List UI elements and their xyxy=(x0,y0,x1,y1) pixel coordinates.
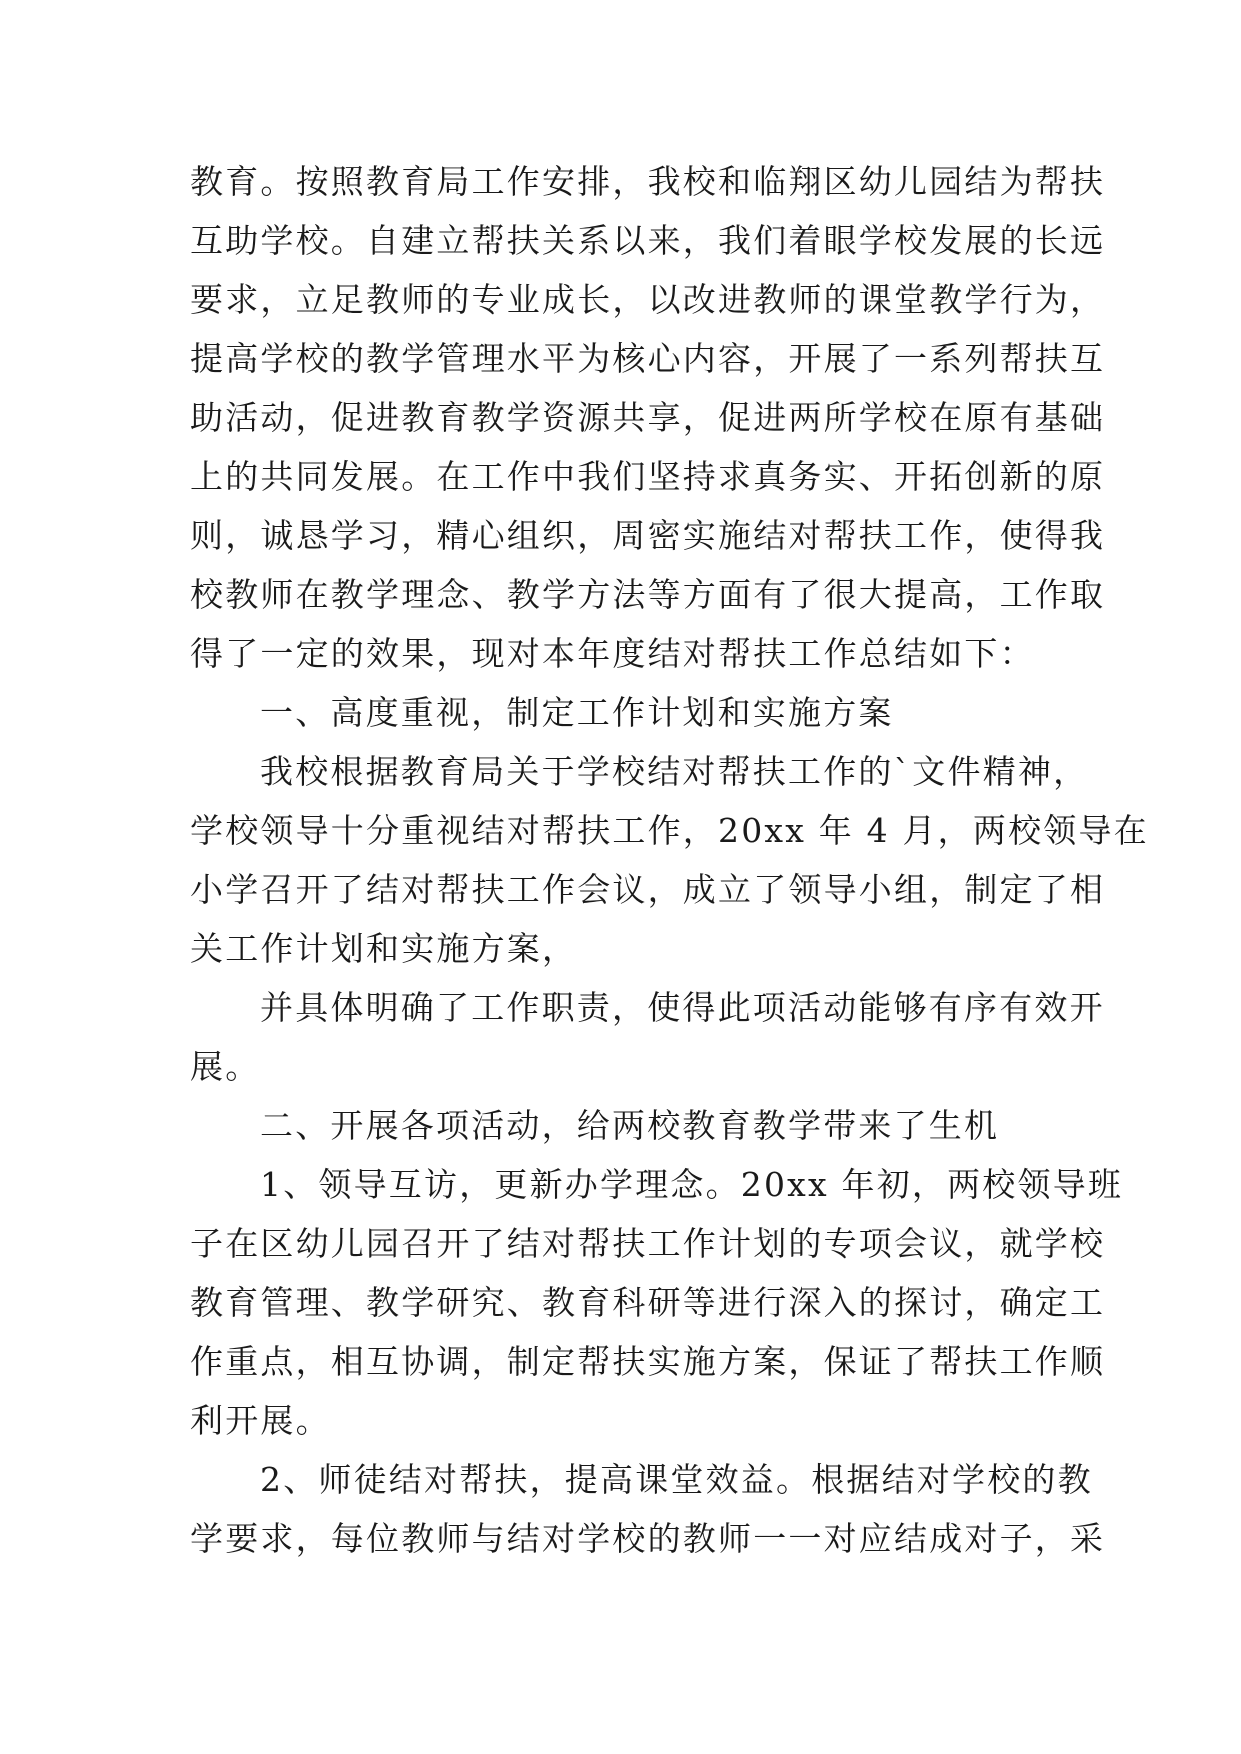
text-line: 小学召开了结对帮扶工作会议，成立了领导小组，制定了相 xyxy=(190,870,1106,909)
text-line: 我校根据教育局关于学校结对帮扶工作的`文件精神， xyxy=(260,752,1089,791)
text-line: 学要求，每位教师与结对学校的教师一一对应结成对子，采 xyxy=(190,1519,1106,1558)
text-line: 提高学校的教学管理水平为核心内容，开展了一系列帮扶互 xyxy=(190,339,1106,378)
text-line: 并具体明确了工作职责，使得此项活动能够有序有效开 xyxy=(260,988,1105,1027)
text-line: 助活动，促进教育教学资源共享，促进两所学校在原有基础 xyxy=(190,398,1106,437)
text-line: 子在区幼儿园召开了结对帮扶工作计划的专项会议，就学校 xyxy=(190,1224,1106,1263)
text-line: 得了一定的效果，现对本年度结对帮扶工作总结如下： xyxy=(190,634,1035,673)
text-line: 作重点，相互协调，制定帮扶实施方案，保证了帮扶工作顺 xyxy=(190,1342,1106,1381)
text-line: 1、领导互访，更新办学理念。20xx 年初，两校领导班 xyxy=(260,1165,1124,1204)
text-line: 上的共同发展。在工作中我们坚持求真务实、开拓创新的原 xyxy=(190,457,1106,496)
text-line: 教育管理、教学研究、教育科研等进行深入的探讨，确定工 xyxy=(190,1283,1106,1322)
text-line: 教育。按照教育局工作安排，我校和临翔区幼儿园结为帮扶 xyxy=(190,162,1106,201)
text-line: 学校领导十分重视结对帮扶工作，20xx 年 4 月，两校领导在 xyxy=(190,811,1149,850)
text-line: 利开展。 xyxy=(190,1401,331,1440)
document-body xyxy=(190,152,1149,1568)
text-line: 则，诚恳学习，精心组织，周密实施结对帮扶工作，使得我 xyxy=(190,516,1106,555)
text-line: 互助学校。自建立帮扶关系以来，我们着眼学校发展的长远 xyxy=(190,221,1106,260)
text-line: 关工作计划和实施方案， xyxy=(190,929,578,968)
text-line: 2、师徒结对帮扶，提高课堂效益。根据结对学校的教 xyxy=(260,1460,1093,1499)
text-line: 校教师在教学理念、教学方法等方面有了很大提高，工作取 xyxy=(190,575,1106,614)
text-line: 要求，立足教师的专业成长，以改进教师的课堂教学行为， xyxy=(190,280,1106,319)
section-heading-1: 一、高度重视，制定工作计划和实施方案 xyxy=(260,693,894,732)
section-heading-2: 二、开展各项活动，给两校教育教学带来了生机 xyxy=(260,1106,1000,1145)
text-line: 展。 xyxy=(190,1047,261,1086)
